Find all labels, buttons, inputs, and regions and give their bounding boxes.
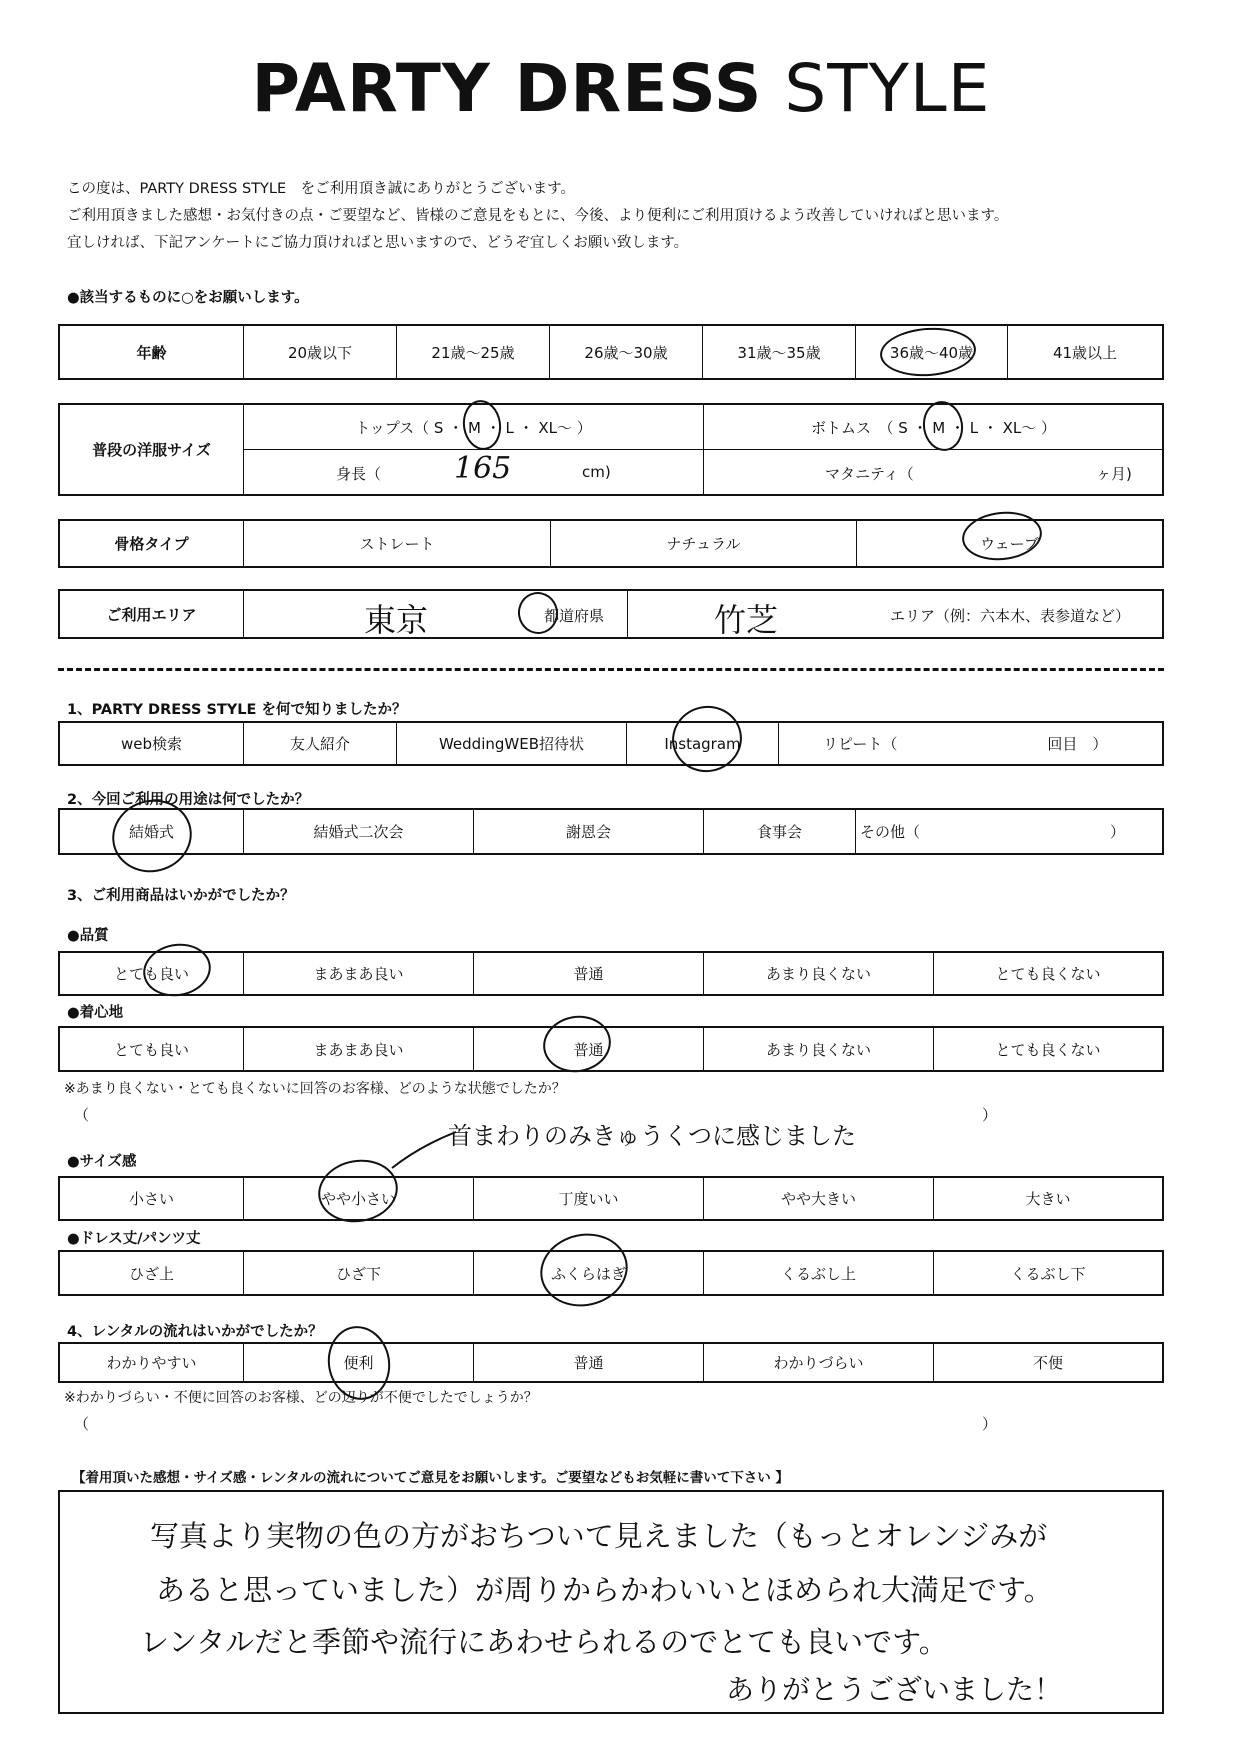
- q1-option[interactable]: 友人紹介: [243, 723, 396, 764]
- q1-title: 1、PARTY DRESS STYLE を何で知りましたか？: [67, 702, 407, 718]
- intro-line-1: この度は、PARTY DRESS STYLE をご利用頂き誠にありがとうございます。: [67, 181, 575, 197]
- size-feel-option[interactable]: 丁度いい: [473, 1178, 703, 1219]
- q4-option[interactable]: 不便: [933, 1344, 1162, 1381]
- q2-title: 2、今回ご利用の用途は何でしたか？: [67, 792, 310, 808]
- divider: [58, 668, 1164, 671]
- area-example-label: エリア（例：六本木、表参道など）: [890, 607, 1131, 625]
- size-feel-option[interactable]: 小さい: [128, 1190, 174, 1208]
- tops-size-field[interactable]: トップス（ S ・ M ・ L ・ XL～ ）: [355, 418, 592, 437]
- comfort-table: [58, 1026, 1164, 1072]
- size-label: 普段の洋服サイズ: [92, 441, 211, 459]
- quality-option[interactable]: あまり良くない: [703, 953, 933, 994]
- height-value[interactable]: 165: [454, 451, 512, 486]
- skeleton-option[interactable]: ストレート: [243, 521, 550, 566]
- q2-table: [58, 808, 1164, 855]
- comfort-note: ※あまり良くない・とても良くないに回答のお客様、どのような状態でしたか？: [64, 1081, 566, 1097]
- size-feel-option-selected[interactable]: やや小さい: [243, 1178, 473, 1219]
- skeleton-label: 骨格タイプ: [114, 535, 189, 553]
- skeleton-option[interactable]: ナチュラル: [550, 521, 856, 566]
- area-value[interactable]: 竹芝: [714, 601, 779, 639]
- q2-option[interactable]: 結婚式二次会: [243, 810, 473, 853]
- length-option[interactable]: くるぶし下: [933, 1252, 1162, 1294]
- age-option[interactable]: 26歳～30歳: [549, 326, 702, 378]
- age-option-selected[interactable]: 36歳～40歳: [855, 326, 1007, 378]
- size-feel-option[interactable]: やや大きい: [703, 1178, 933, 1219]
- length-option[interactable]: ひざ上: [128, 1264, 174, 1283]
- comfort-option[interactable]: まあまあ良い: [243, 1028, 473, 1070]
- quality-option[interactable]: まあまあ良い: [243, 953, 473, 994]
- q4-table: [58, 1342, 1164, 1383]
- height-unit: cm): [582, 463, 611, 481]
- comment-box[interactable]: [58, 1490, 1164, 1714]
- q1-option-selected[interactable]: Instagram: [626, 723, 778, 764]
- q1-option[interactable]: web検索: [120, 735, 183, 753]
- quality-option[interactable]: とても良くない: [933, 953, 1162, 994]
- q2-option-selected[interactable]: 結婚式: [128, 823, 174, 841]
- age-option[interactable]: 20歳以下: [243, 326, 396, 378]
- q4-title: 4、レンタルの流れはいかがでしたか？: [67, 1324, 323, 1340]
- page-title: [0, 50, 1242, 127]
- q4-note: ※わかりづらい・不便に回答のお客様、どの辺りが不便でしたでしょうか？: [64, 1390, 538, 1406]
- q4-option[interactable]: わかりづらい: [703, 1344, 933, 1381]
- instruction: ●該当するものに○をお願いします。: [67, 290, 309, 306]
- comfort-option-selected[interactable]: 普通: [473, 1028, 703, 1070]
- q1-repeat-end: 回目 ）: [1047, 735, 1108, 753]
- comment-line-4: ありがとうございました！: [726, 1673, 1063, 1706]
- bottoms-size-field[interactable]: ボトムス （ S ・ M ・ L ・ XL～ ）: [810, 418, 1057, 437]
- comfort-option[interactable]: とても良い: [113, 1040, 189, 1059]
- size-feel-option[interactable]: 大きい: [933, 1178, 1162, 1219]
- prefecture-label: 都道府県: [544, 607, 605, 625]
- comment-line-3: レンタルだと季節や流行にあわせられるのでとても良いです。: [140, 1625, 948, 1659]
- q4-answer-open: （: [74, 1415, 90, 1433]
- selection-circle-icon: [666, 699, 748, 778]
- title-style: STYLE: [784, 50, 991, 127]
- quality-table: [58, 951, 1164, 996]
- age-table: [58, 324, 1164, 380]
- q1-option[interactable]: WeddingWEB招待状: [396, 723, 626, 764]
- size-table: [58, 403, 1164, 496]
- quality-option[interactable]: 普通: [473, 953, 703, 994]
- prefecture-value[interactable]: 東京: [364, 601, 429, 639]
- length-option[interactable]: ひざ下: [243, 1252, 473, 1294]
- q4-option[interactable]: わかりやすい: [106, 1354, 197, 1372]
- length-option-selected[interactable]: ふくらはぎ: [473, 1252, 703, 1294]
- size-feel-label: ●サイズ感: [67, 1154, 137, 1170]
- age-option[interactable]: 21歳～25歳: [396, 326, 549, 378]
- q1-table: [58, 721, 1164, 766]
- quality-label: ●品質: [67, 928, 109, 944]
- size-feel-comment[interactable]: 首まわりのみきゅうくつに感じました: [448, 1122, 856, 1150]
- comfort-answer-open: （: [74, 1106, 90, 1124]
- q2-other-field[interactable]: [855, 810, 1162, 853]
- age-option[interactable]: 31歳～35歳: [702, 326, 855, 378]
- comfort-option[interactable]: あまり良くない: [703, 1028, 933, 1070]
- height-label: 身長（: [336, 465, 382, 483]
- comfort-option[interactable]: とても良くない: [933, 1028, 1162, 1070]
- comment-line-2: あると思っていました）が周りからかわいいとほめられ大満足です。: [156, 1573, 1053, 1607]
- intro-line-2: ご利用頂きました感想・お気付きの点・ご要望など、皆様のご意見をもとに、今後、より便利にご利用頂けるよう改善していければと思います。: [67, 208, 1009, 224]
- comfort-answer-close: ）: [982, 1106, 998, 1124]
- q1-repeat-field[interactable]: [778, 723, 1162, 764]
- comment-heading: 【着用頂いた感想・サイズ感・レンタルの流れについてご意見をお願いします。ご要望などもお気軽に書いて下さい 】: [72, 1470, 789, 1486]
- q4-option-selected[interactable]: 便利: [243, 1344, 473, 1381]
- pointer-arrow-icon: [390, 1126, 462, 1170]
- maternity-label: マタニティ（: [825, 465, 914, 483]
- length-label: ●ドレス丈/パンツ丈: [67, 1231, 201, 1247]
- q4-option[interactable]: 普通: [473, 1344, 703, 1381]
- q1-repeat-label: リピート（: [823, 735, 898, 753]
- quality-option-selected[interactable]: とても良い: [113, 965, 189, 983]
- area-table: [58, 589, 1164, 639]
- comment-line-1: 写真より実物の色の方がおちついて見えました（もっとオレンジみが: [150, 1519, 1048, 1553]
- skeleton-option-selected[interactable]: ウェーブ: [856, 521, 1162, 566]
- age-label: 年齢: [136, 343, 167, 362]
- area-label: ご利用エリア: [106, 605, 197, 624]
- size-feel-table: [58, 1176, 1164, 1221]
- selection-circle-icon: [533, 1226, 634, 1315]
- age-option[interactable]: 41歳以上: [1007, 326, 1162, 378]
- length-option[interactable]: くるぶし上: [703, 1252, 933, 1294]
- q2-option[interactable]: 食事会: [703, 810, 855, 853]
- maternity-unit: ヶ月): [1096, 465, 1132, 483]
- q2-option[interactable]: 謝恩会: [473, 810, 703, 853]
- q4-answer-close: ）: [982, 1415, 998, 1433]
- comfort-label: ●着心地: [67, 1005, 124, 1021]
- title-brand: PARTY DRESS: [251, 50, 763, 127]
- q3-title: 3、ご利用商品はいかがでしたか？: [67, 888, 295, 904]
- q2-other-end: ）: [1110, 823, 1126, 841]
- q2-other-label: その他（: [860, 823, 921, 841]
- intro-line-3: 宜しければ、下記アンケートにご協力頂ければと思いますので、どうぞ宜しくお願い致します。: [67, 235, 689, 251]
